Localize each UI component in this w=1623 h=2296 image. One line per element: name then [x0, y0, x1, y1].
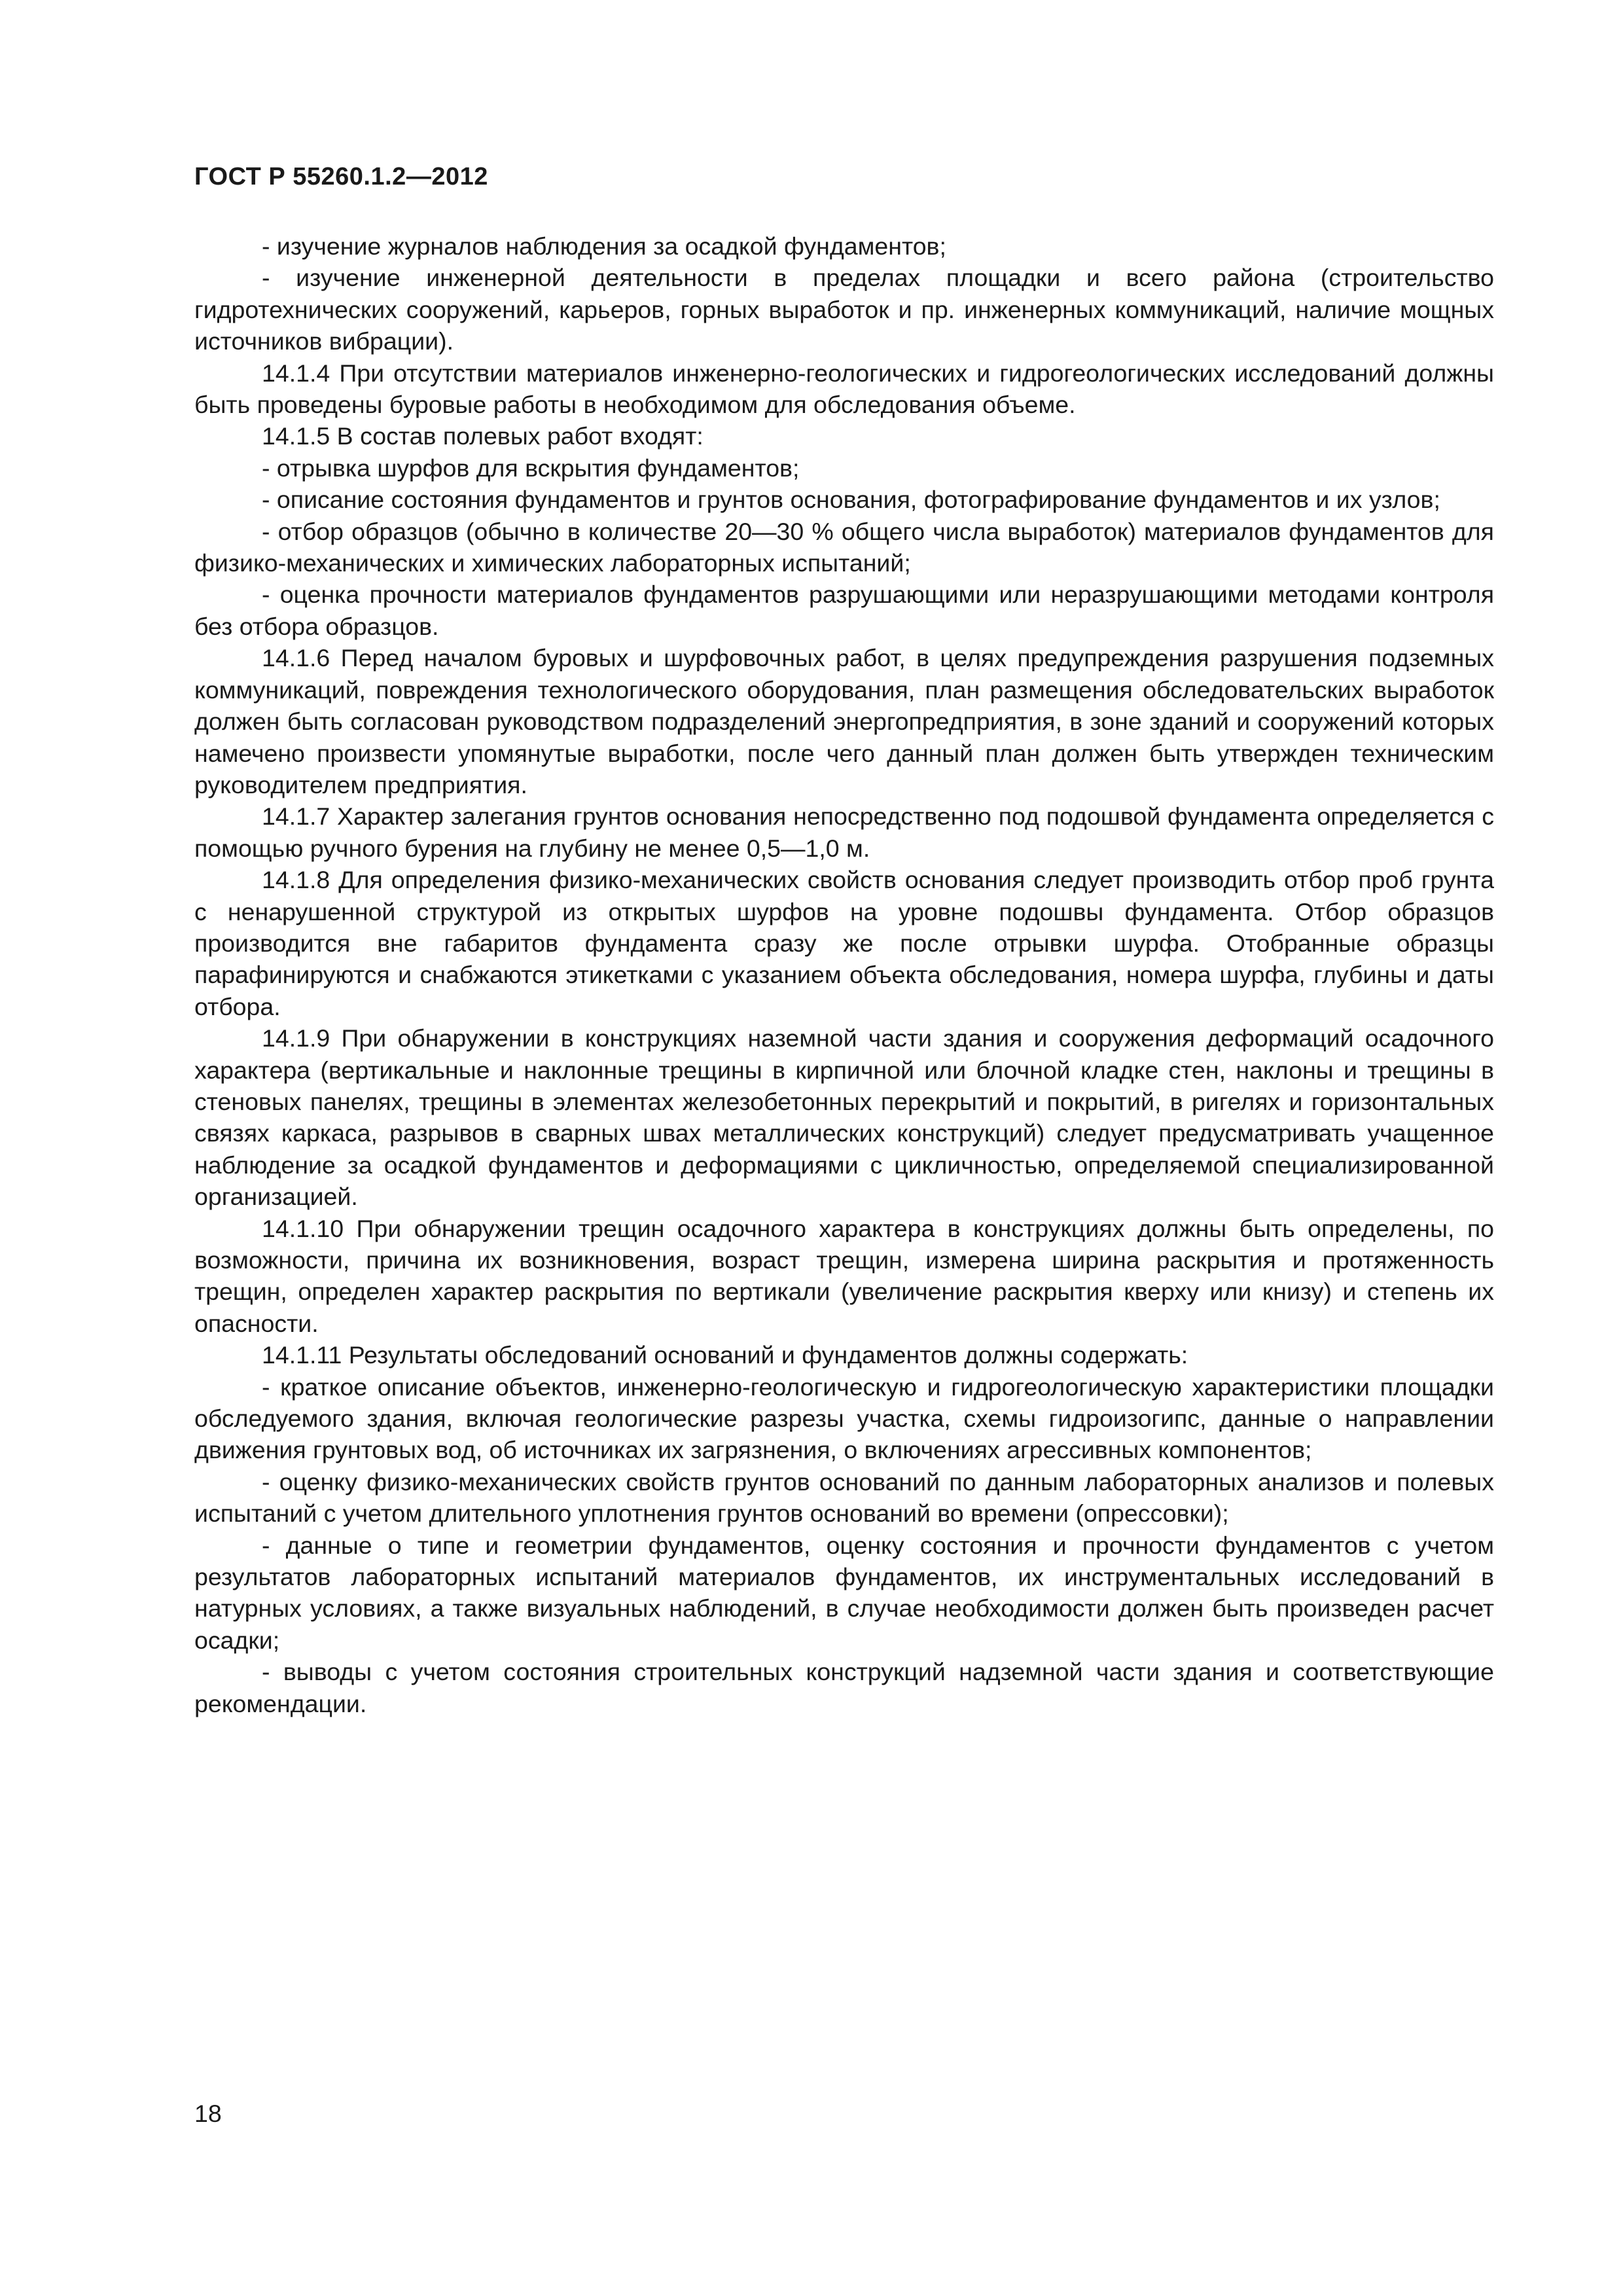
paragraph: 14.1.8 Для определения физико-механических свойств основания следует производить отбор проб грунта с ненарушенной структурой из открытых шурфов на уровне подошвы фундамента. Отбор образцов производится вне габаритов фундамента сразу же после отрывки шурфа. Отобранные образцы парафинируются и снабжаются этикетками с указанием объекта обследования, номера шурфа, глубины и даты отбора.	[194, 866, 1494, 1020]
paragraph: 14.1.7 Характер залегания грунтов основания непосредственно под подошвой фундамента определяется с помощью ручного бурения на глубину не менее 0,5—1,0 м.	[194, 802, 1494, 862]
document-body	[194, 230, 1494, 1719]
paragraph: - изучение журналов наблюдения за осадкой фундаментов;	[262, 232, 946, 260]
paragraph: - изучение инженерной деятельности в пределах площадки и всего района (строительство гидротехнических сооружений, карьеров, горных выработок и пр. инженерных коммуникаций, наличие мощных источников вибрации).	[194, 264, 1494, 355]
paragraph: - выводы с учетом состояния строительных конструкций надземной части здания и соответствующие рекомендации.	[194, 1658, 1494, 1717]
paragraph: 14.1.6 Перед началом буровых и шурфовочных работ, в целях предупреждения разрушения подземных коммуникаций, повреждения технологического оборудования, план размещения обследовательских выработок должен быть согласован руководством подразделений энергопредприятия, в зоне зданий и сооружений которых намечено произвести упомянутые выработки, после чего данный план должен быть утвержден техническим руководителем предприятия.	[194, 644, 1494, 798]
paragraph: - отбор образцов (обычно в количестве 20—30 % общего числа выработок) материалов фундаментов для физико-механических и химических лабораторных испытаний;	[194, 517, 1494, 577]
paragraph: 14.1.11 Результаты обследований оснований и фундаментов должны содержать:	[262, 1341, 1188, 1369]
document-header: ГОСТ Р 55260.1.2—2012	[194, 163, 488, 190]
paragraph: 14.1.9 При обнаружении в конструкциях наземной части здания и сооружения деформаций осадочного характера (вертикальные и наклонные трещины в кирпичной или блочной кладке стен, наклоны и трещины в стеновых панелях, трещины в элементах железобетонных перекрытий и покрытий, в ригелях и горизонтальных связях каркаса, разрывов в сварных швах металлических конструкций) следует предусматривать учащенное наблюдение за осадкой фундаментов и деформациями с цикличностью, определяемой специализированной организацией.	[194, 1024, 1494, 1211]
paragraph: - оценка прочности материалов фундаментов разрушающими или неразрушающими методами контроля без отбора образцов.	[194, 581, 1494, 640]
paragraph: - описание состояния фундаментов и грунтов основания, фотографирование фундаментов и их узлов;	[262, 486, 1440, 514]
paragraph: - данные о типе и геометрии фундаментов, оценку состояния и прочности фундаментов с учетом результатов лабораторных испытаний материалов фундаментов, их инструментальных исследований в натурных условиях, а также визуальных наблюдений, в случае необходимости должен быть произведен расчет осадки;	[194, 1531, 1494, 1654]
paragraph: - отрывка шурфов для вскрытия фундаментов;	[262, 454, 800, 482]
page-number: 18	[194, 2100, 222, 2127]
paragraph: - оценку физико-механических свойств грунтов оснований по данным лабораторных анализов и полевых испытаний с учетом длительного уплотнения грунтов оснований во времени (опрессовки);	[194, 1467, 1494, 1528]
paragraph: - краткое описание объектов, инженерно-геологическую и гидрогеологическую характеристики площадки обследуемого здания, включая геологические разрезы участка, схемы гидроизогипс, данные о направлении движения грунтовых вод, об источниках их загрязнения, о включениях агрессивных компонентов;	[194, 1372, 1494, 1464]
paragraph: 14.1.10 При обнаружении трещин осадочного характера в конструкциях должны быть определены, по возможности, причина их возникновения, возраст трещин, измерена ширина раскрытия и протяженность трещин, определен характер раскрытия по вертикали (увеличение раскрытия кверху или книзу) и степень их опасности.	[194, 1214, 1494, 1337]
paragraph: 14.1.4 При отсутствии материалов инженерно-геологических и гидрогеологических исследований должны быть проведены буровые работы в необходимом для обследования объеме.	[194, 359, 1494, 419]
paragraph: 14.1.5 В состав полевых работ входят:	[262, 422, 704, 450]
